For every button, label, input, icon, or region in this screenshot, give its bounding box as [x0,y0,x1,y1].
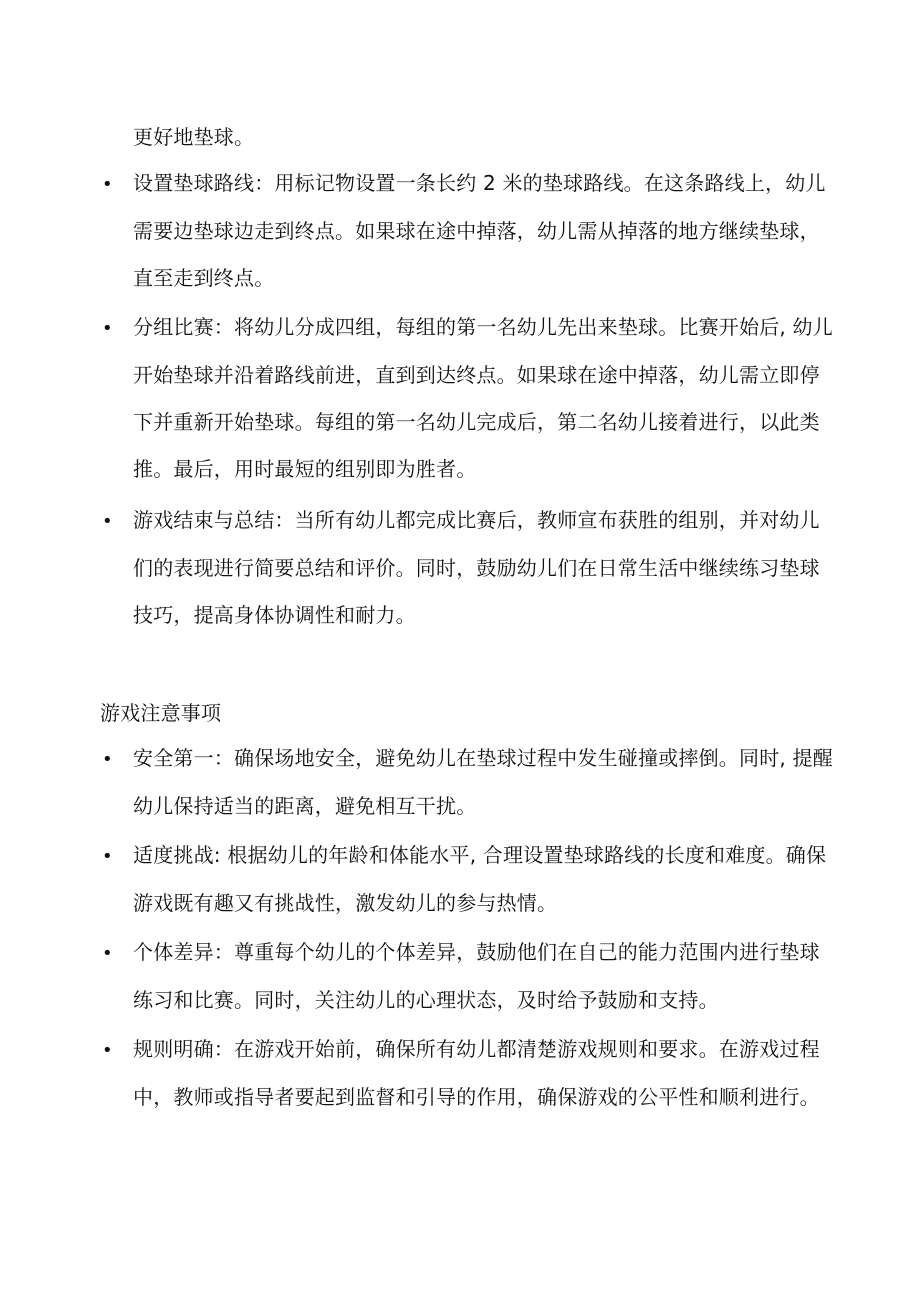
bullet-marker: • [102,846,113,867]
list-item-line: 推。最后，用时最短的组别即为胜者。 [133,457,477,481]
list-item-line: 需要边垫球边走到终点。如果球在途中掉落，幼儿需从掉落的地方继续垫球， [133,219,820,243]
list-item-line: 开始垫球并沿着路线前进，直到到达终点。如果球在途中掉落，幼儿需立即停 [133,363,820,387]
bullet-marker: • [102,511,113,532]
list-item-line: 们的表现进行简要总结和评价。同时，鼓励幼儿们在日常生活中继续练习垫球 [133,556,820,580]
list-item-line: 游戏结束与总结：当所有幼儿都完成比赛后，教师宣布获胜的组别，并对幼儿 [133,508,820,532]
list-item-line: 练习和比赛。同时，关注幼儿的心理状态，及时给予鼓励和支持。 [133,988,719,1012]
bullet-marker: • [102,318,113,339]
list-item-line: 适度挑战: 根据幼儿的年龄和体能水平, 合理设置垫球路线的长度和难度。确保 [133,843,827,867]
continuation-line: 更好地垫球。 [133,125,255,149]
list-item-line: 直至走到终点。 [133,266,275,290]
list-item-line: 分组比赛：将幼儿分成四组，每组的第一名幼儿先出来垫球。比赛开始后, 幼儿 [133,315,833,339]
bullet-marker: • [102,749,113,770]
list-item-line: 个体差异：尊重每个幼儿的个体差异，鼓励他们在自己的能力范围内进行垫球 [133,940,820,964]
bullet-marker: • [102,943,113,964]
list-item-line: 规则明确：在游戏开始前，确保所有幼儿都清楚游戏规则和要求。在游戏过程 [133,1037,820,1061]
list-item-line: 下并重新开始垫球。每组的第一名幼儿完成后，第二名幼儿接着进行，以此类 [133,410,820,434]
list-item-line: 安全第一：确保场地安全，避免幼儿在垫球过程中发生碰撞或摔倒。同时, 提醒 [133,746,833,770]
list-item-line: 中，教师或指导者要起到监督和引导的作用，确保游戏的公平性和顺利进行。 [133,1085,820,1109]
list-item-line: 设置垫球路线：用标记物设置一条长约 2 米的垫球路线。在这条路线上，幼儿 [133,171,826,195]
list-item-line: 游戏既有趣又有挑战性，激发幼儿的参与热情。 [133,891,558,915]
bullet-marker: • [102,1040,113,1061]
list-item-line: 技巧，提高身体协调性和耐力。 [133,603,416,627]
bullet-marker: • [102,174,113,195]
section-heading: 游戏注意事项 [100,701,222,725]
list-item-line: 幼儿保持适当的距离，避免相互干扰。 [133,794,477,818]
